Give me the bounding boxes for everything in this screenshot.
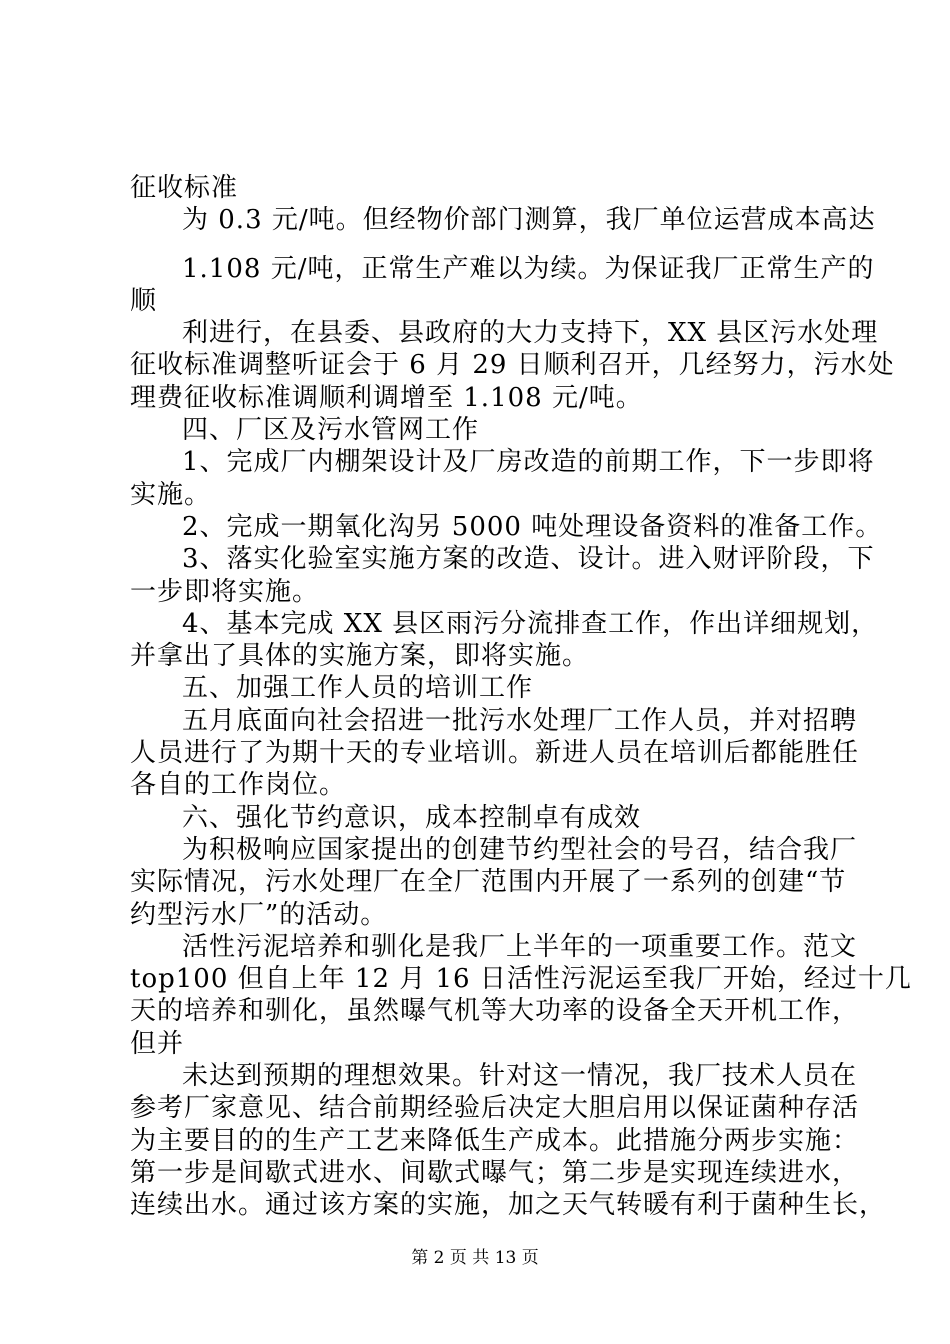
text-line: 五、加强工作人员的培训工作 [182,673,534,704]
text-line: 但并 [130,1028,185,1059]
document-body [130,172,912,1222]
text-line: 活性污泥培养和驯化是我厂上半年的一项重要工作。范文 [182,931,858,962]
text-line: 各自的工作岗位。 [130,770,347,801]
text-line: 顺 [130,285,158,316]
text-line: 参考厂家意见、结合前期经验后决定大胆启用以保证菌种存活 [130,1093,860,1124]
text-line: 为 0.3 元/吨。但经物价部门测算，我厂单位运营成本高达 [182,205,876,236]
text-line: 四、厂区及污水管网工作 [182,415,480,446]
text-line: 征收标准 [130,173,239,203]
text-line: 一步即将实施。 [130,576,320,607]
page-footer: 第 2 页 共 13 页 [411,1248,539,1268]
text-line: 为主要目的的生产工艺来降低生产成本。此措施分两步实施： [130,1125,860,1156]
text-line: 未达到预期的理想效果。针对这一情况，我厂技术人员在 [182,1061,858,1092]
paragraph-gap [130,237,830,253]
text-line: 1.108 元/吨，正常生产难以为续。为保证我厂正常生产的 [182,253,875,284]
text-line: 征收标准调整听证会于 6 月 29 日顺利召开，几经努力，污水处 [130,350,895,381]
text-line: top100 但自上年 12 月 16 日活性污泥运至我厂开始，经过十几 [130,964,912,995]
text-line: 六、强化节约意识，成本控制卓有成效 [182,802,642,833]
text-line: 五月底面向社会招进一批污水处理厂工作人员，并对招聘 [182,705,858,736]
text-line: 利进行，在县委、县政府的大力支持下，XX 县区污水处理 [182,318,879,349]
text-line: 并拿出了具体的实施方案，即将实施。 [130,641,590,672]
text-line: 4、基本完成 XX 县区雨污分流排查工作，作出详细规划， [182,608,879,639]
text-line: 理费征收标准调顺利调增至 1.108 元/吨。 [130,382,643,413]
text-line: 第一步是间歇式进水、间歇式曝气；第二步是实现连续进水， [130,1157,860,1188]
text-line: 约型污水厂”的活动。 [130,899,388,930]
text-line: 1、完成厂内棚架设计及厂房改造的前期工作，下一步即将 [182,447,875,478]
text-line: 为积极响应国家提出的创建节约型社会的号召，结合我厂 [182,834,858,865]
text-line: 实际情况，污水处理厂在全厂范围内开展了一系列的创建“节 [130,867,847,898]
text-line: 3、落实化验室实施方案的改造、设计。进入财评阶段，下 [182,544,875,575]
text-line: 实施。 [130,479,212,510]
text-line: 人员进行了为期十天的专业培训。新进人员在培训后都能胜任 [130,738,860,769]
text-line: 天的培养和驯化，虽然曝气机等大功率的设备全天开机工作， [130,996,860,1027]
text-line: 连续出水。通过该方案的实施，加之天气转暖有利于菌种生长， [130,1190,887,1221]
text-line: 2、完成一期氧化沟另 5000 吨处理设备资料的准备工作。 [182,511,883,542]
